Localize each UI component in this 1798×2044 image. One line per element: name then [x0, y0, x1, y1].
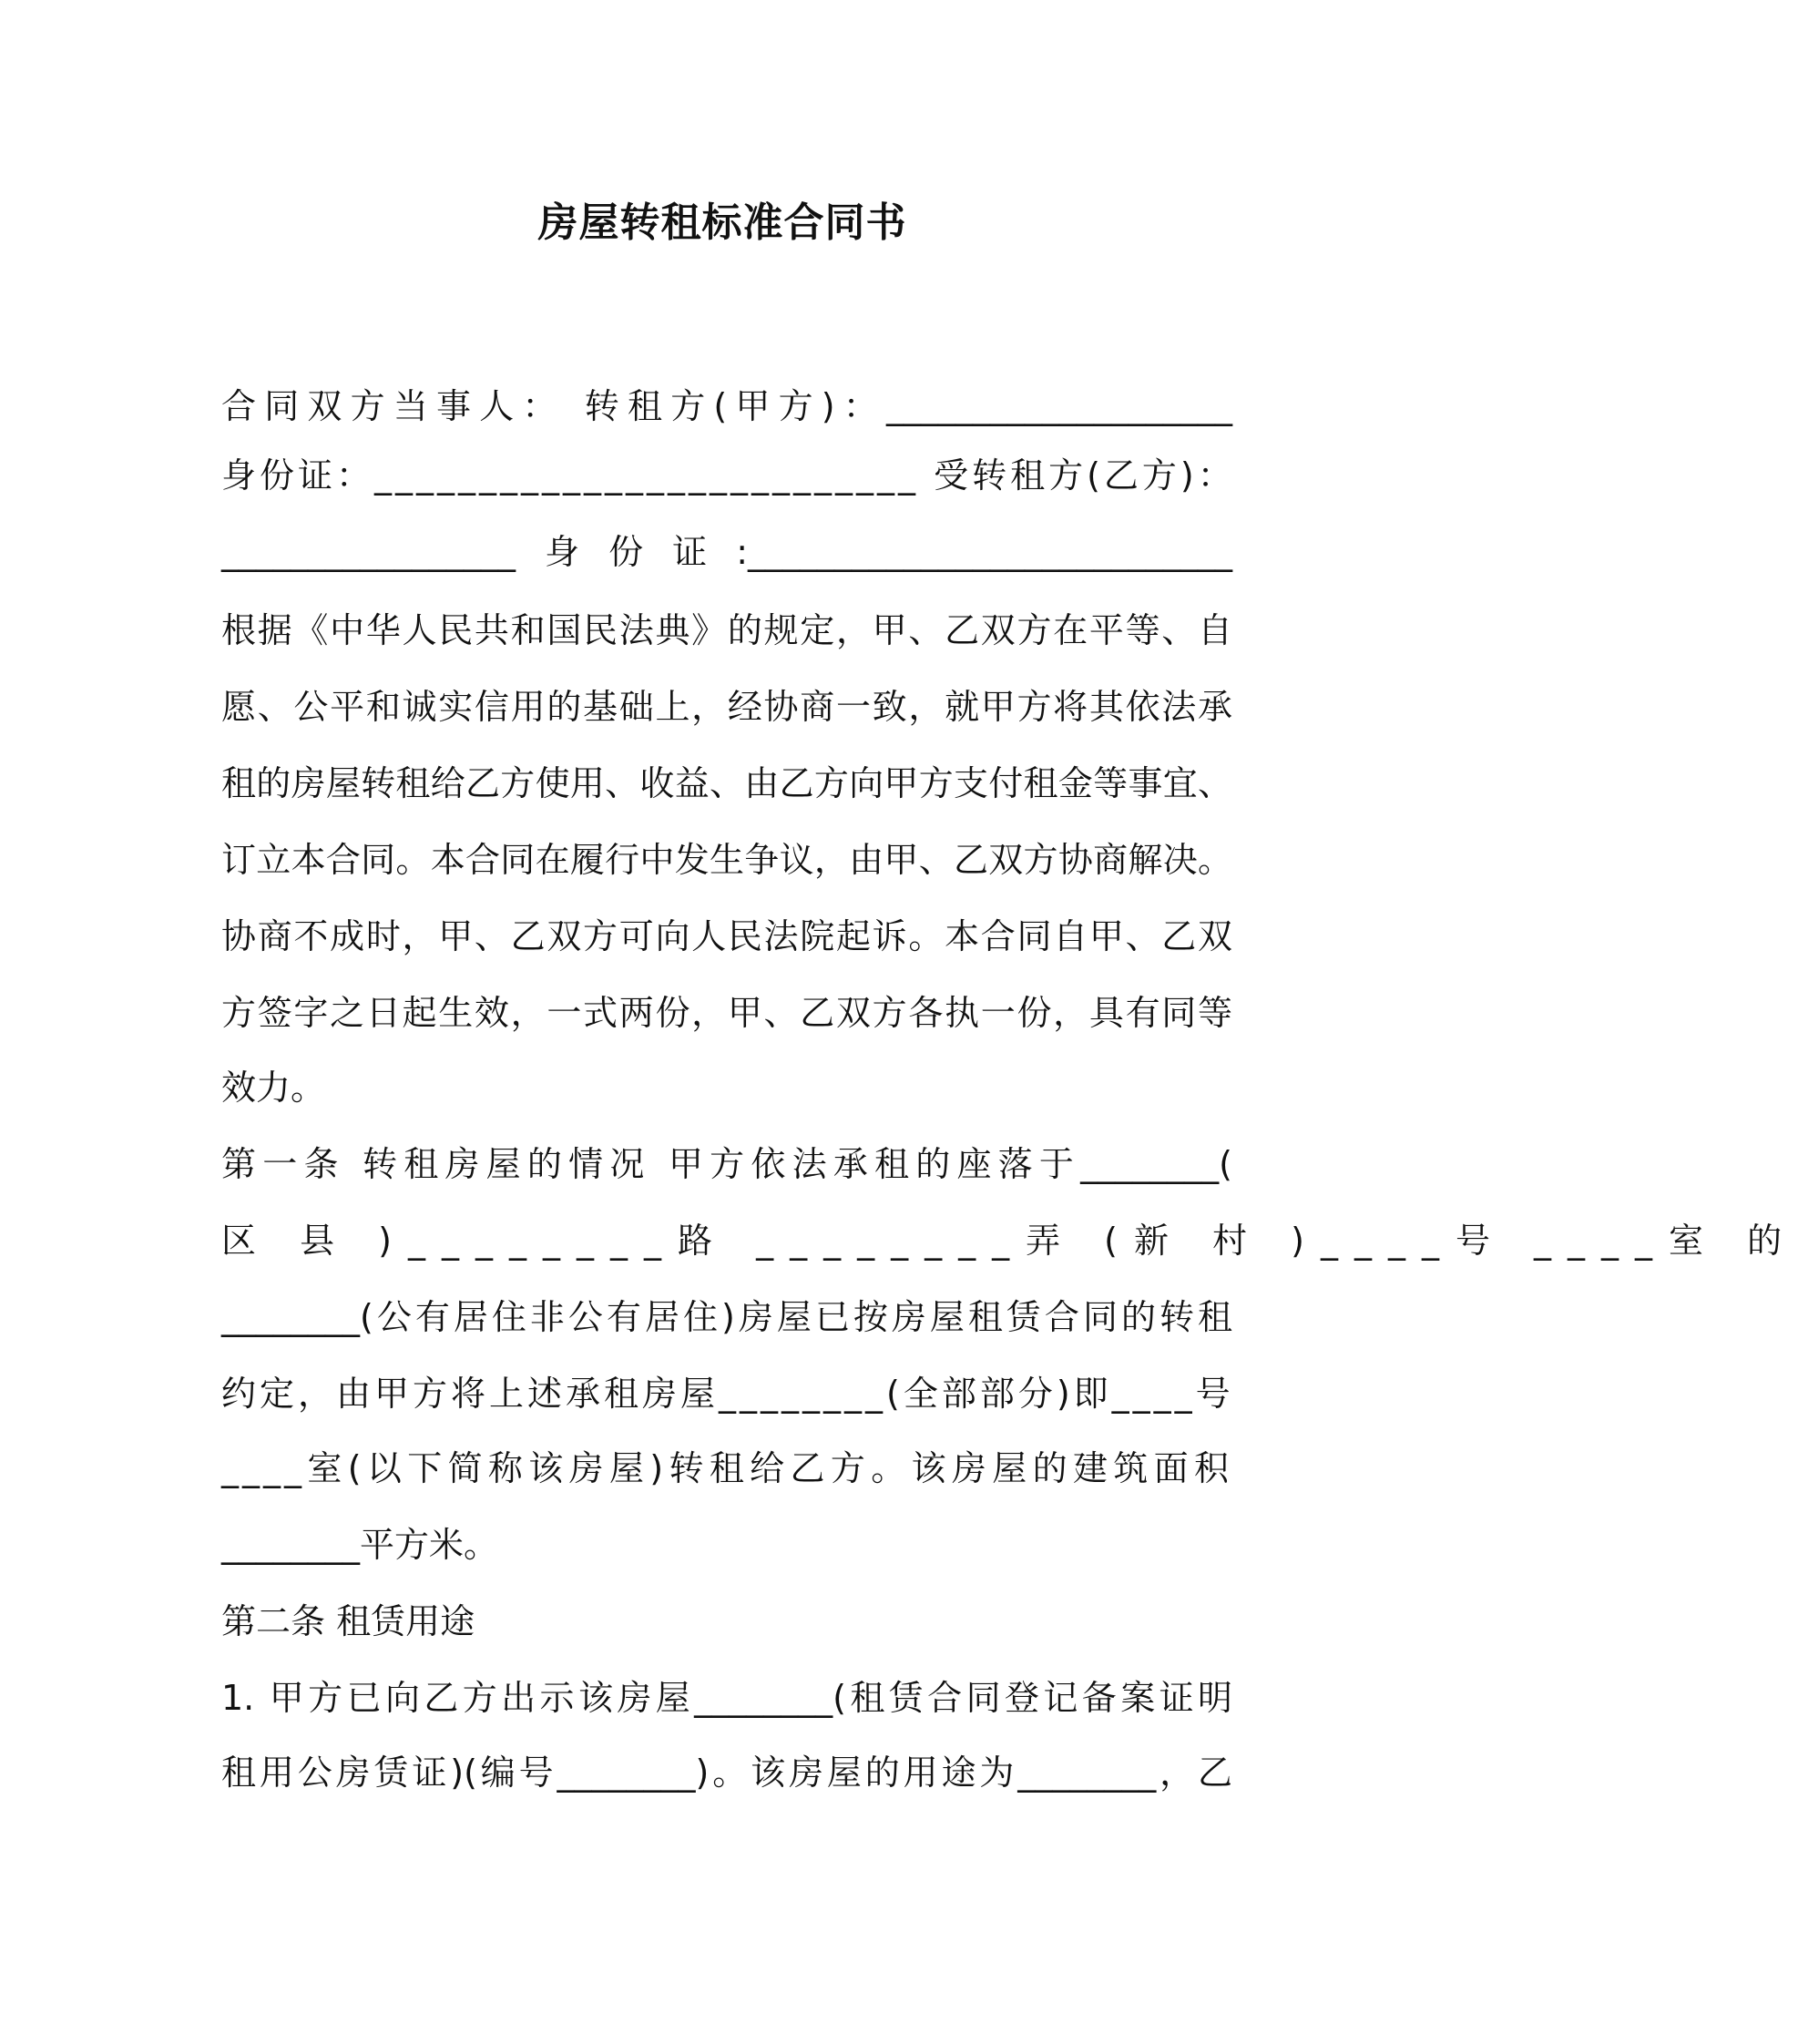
- document-title: 房屋转租标准合同书: [537, 199, 907, 246]
- preamble-line-5: 协商不成时，甲、乙双方可向人民法院起诉。本合同自甲、乙双: [221, 916, 1232, 956]
- party-line-sublessee-id: _________________身份证:____________________________: [221, 532, 1232, 572]
- article-1-line-2: 区 县 )________路 ________弄 (新 村 )____号 ____室 的: [221, 1221, 1798, 1261]
- article-1-line-3: ________(公有居住非公有居住)房屋已按房屋租赁合同的转租: [221, 1297, 1232, 1337]
- article-2-line-2: 租用公房赁证)(编号________)。该房屋的用途为________，乙: [221, 1753, 1232, 1793]
- preamble-line-3: 租的房屋转租给乙方使用、收益、由乙方向甲方支付租金等事宜、: [221, 763, 1232, 803]
- preamble-line-6: 方签字之日起生效，一式两份，甲、乙双方各执一份，具有同等: [221, 993, 1232, 1033]
- preamble-line-1: 根据《中华人民共和国民法典》的规定，甲、乙双方在平等、自: [221, 610, 1232, 650]
- article-2-line-1: 1. 甲方已向乙方出示该房屋________(租赁合同登记备案证明: [221, 1678, 1232, 1718]
- article-1-line-4: 约定，由甲方将上述承租房屋________(全部部分)即____号: [221, 1374, 1234, 1414]
- article-2-heading: 第二条 租赁用途: [221, 1601, 475, 1641]
- article-1-line-6: ________平方米。: [221, 1525, 499, 1565]
- party-line-sublessor: 合同双方当事人： 转租方(甲方)：____________________: [221, 386, 1232, 426]
- article-1-line-5: ____室(以下简称该房屋)转租给乙方。该房屋的建筑面积: [221, 1448, 1232, 1488]
- preamble-line-2: 愿、公平和诚实信用的基础上，经协商一致，就甲方将其依法承: [221, 687, 1232, 727]
- party-line-id-sublessee: 身份证：__________________________ 受转租方(乙方)：: [221, 455, 1236, 496]
- article-1-line-1: 第一条 转租房屋的情况 甲方依法承租的座落于________(: [221, 1144, 1232, 1184]
- preamble-line-4: 订立本合同。本合同在履行中发生争议，由甲、乙双方协商解决。: [221, 840, 1232, 880]
- preamble-line-7: 效力。: [221, 1068, 326, 1108]
